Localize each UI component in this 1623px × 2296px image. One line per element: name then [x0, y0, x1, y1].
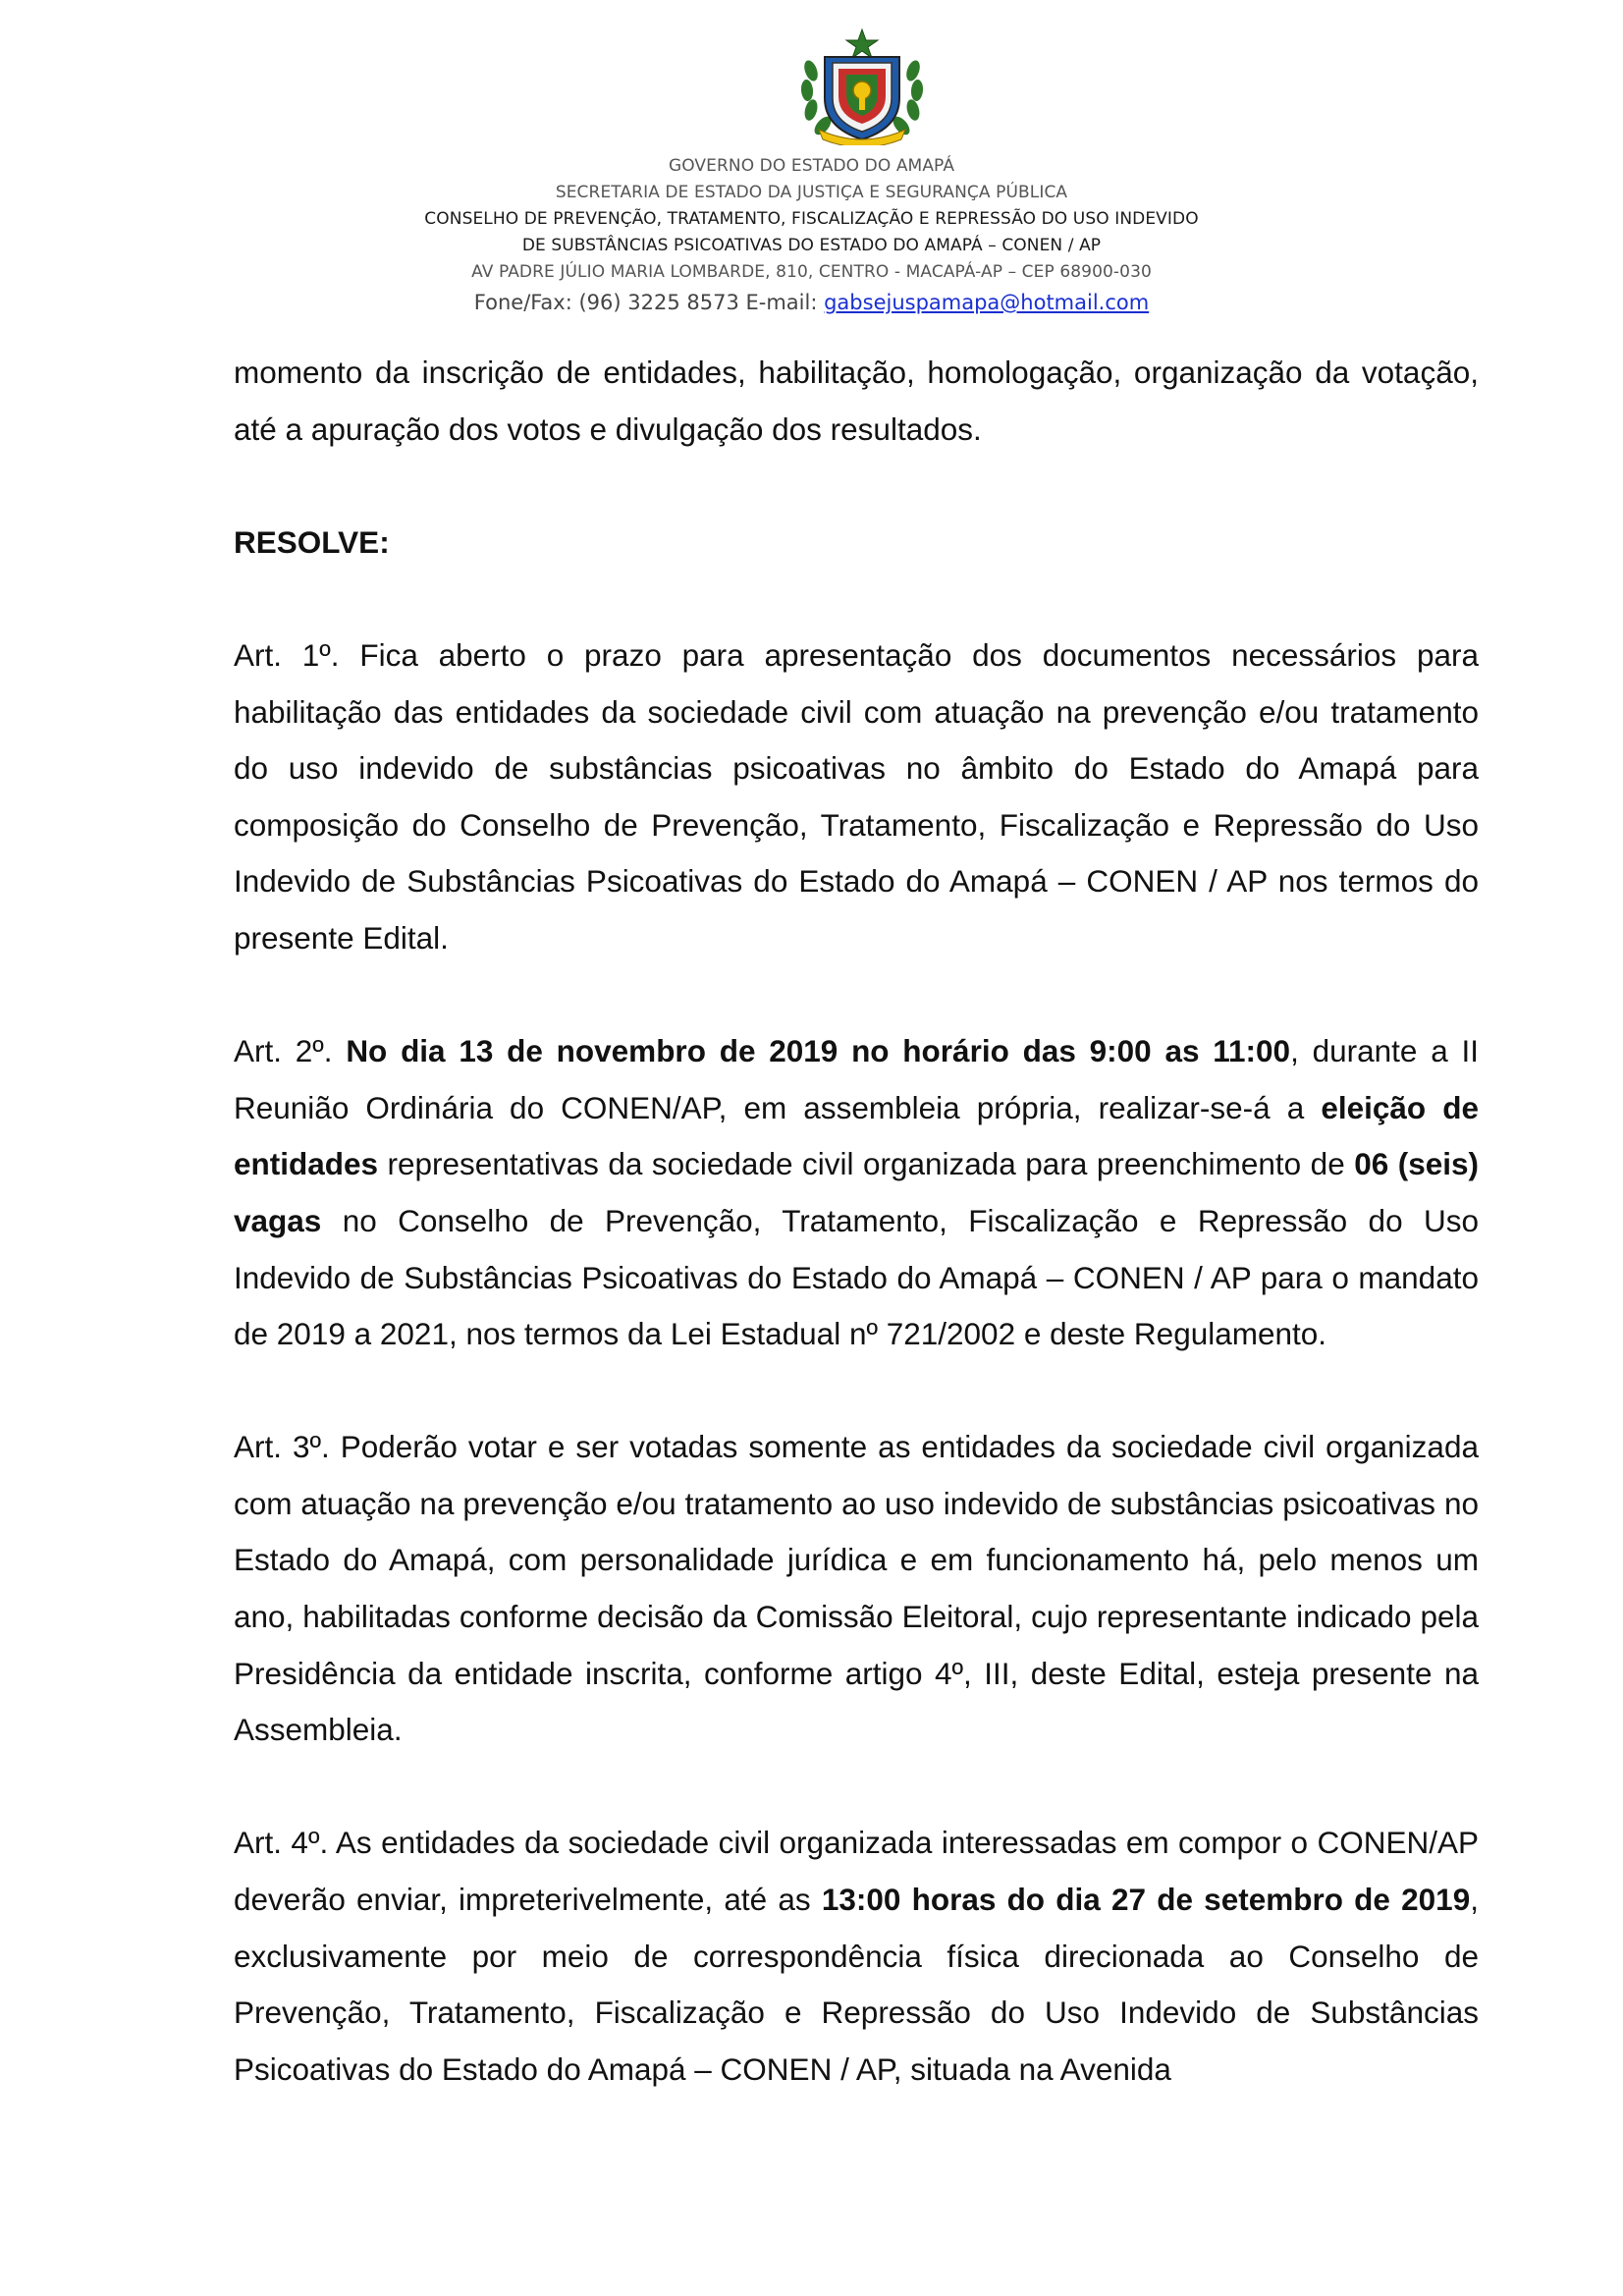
article-2-vacancies-emphasis: 06 (seis) vagas [234, 1146, 1480, 1238]
article-1: Art. 1º. Fica aberto o prazo para apresentação dos documentos necessários para habilitação das entidades da sociedade civil com atuação na prevenção e/ou tratamento do uso indevido de substâncias psicoativas no âmbito do Estado do Amapá para composição do Conselho de Prevenção, Tratamento, Fiscalização e Repressão do Uso Indevido de Substâncias Psicoativas do Estado do Amapá – CONEN / AP nos termos do presente Edital. [234, 636, 1479, 956]
article-2-text: no Conselho de Prevenção, Tratamento, Fiscalização e Repressão do Uso Indevido de Substâncias Psicoativas do Estado do Amapá – CONEN / AP para o mandato de 2019 a 2021, nos termos da Lei Estadual nº 721/2002 e deste Regulamento. [234, 1202, 1479, 1352]
intro-paragraph: momento da inscrição de entidades, habilitação, homologação, organização da votação, até a apuração dos votos e divulgação dos resultados. [234, 355, 1479, 447]
letterhead [0, 153, 1623, 318]
email-link[interactable]: gabsejuspamapa@hotmail.com [824, 291, 1150, 314]
article-4-text: , exclusivamente por meio de correspondência física direcionada ao Conselho de Prevenção, Tratamento, Fiscalização e Repressão do Uso Indevido de Substâncias Psicoativas do Estado do Amapá – CONEN / AP, situada na Avenida [234, 1882, 1479, 2087]
article-2-election-emphasis: eleição de entidades [234, 1089, 1479, 1182]
letterhead-council-line-2: DE SUBSTÂNCIAS PSICOATIVAS DO ESTADO DO AMAPÁ – CONEN / AP [521, 236, 1102, 255]
resolve-heading [234, 515, 1479, 572]
article-2-date-emphasis: No dia 13 de novembro de 2019 no horário das 9:00 as 11:00 [346, 1033, 1291, 1069]
article-3: Art. 3º. Poderão votar e ser votadas somente as entidades da sociedade civil organizada com atuação na prevenção e/ou tratamento ao uso indevido de substâncias psicoativas no Estado do Amapá, com personalidade jurídica e em funcionamento há, pelo menos um ano, habilitadas conforme decisão da Comissão Eleitoral, cujo representante indicado pela Presidência da entidade inscrita, conforme artigo 4º, III, deste Edital, esteja presente na Assembleia. [234, 1429, 1479, 1748]
letterhead-council-line-1: CONSELHO DE PREVENÇÃO, TRATAMENTO, FISCALIZAÇÃO E REPRESSÃO DO USO INDEVIDO [424, 209, 1199, 229]
article-4 [234, 1815, 1479, 2098]
letterhead-secretariat: SECRETARIA DE ESTADO DA JUSTIÇA E SEGURANÇA PÚBLICA [555, 183, 1068, 202]
state-coat-of-arms [797, 27, 927, 145]
resolve-text: RESOLVE: [234, 523, 390, 560]
article-2-text: Art. 2º. [234, 1033, 347, 1069]
letterhead-government: GOVERNO DO ESTADO DO AMAPÁ [668, 156, 955, 176]
letterhead-address: AV PADRE JÚLIO MARIA LOMBARDE, 810, CENTRO - MACAPÁ-AP – CEP 68900-030 [471, 262, 1152, 282]
contact-phone: Fone/Fax: (96) 3225 8573 E-mail: [473, 291, 825, 314]
article-2 [234, 1023, 1479, 1363]
article-2-text: , durante a II Reunião Ordinária do CONEN/AP, em assembleia própria, realizar-se-á a [234, 1033, 1479, 1125]
document-body [234, 345, 1479, 2098]
article-2-text: representativas da sociedade civil organizada para preenchimento de [378, 1146, 1355, 1182]
article-4-text: Art. 4º. As entidades da sociedade civil organizada interessadas em compor o CONEN/AP deverão enviar, impreterivelmente, até as [234, 1825, 1479, 1918]
article-4-deadline-emphasis: 13:00 horas do dia 27 de setembro de 2019 [821, 1882, 1471, 1918]
letterhead-contact [0, 287, 1623, 318]
